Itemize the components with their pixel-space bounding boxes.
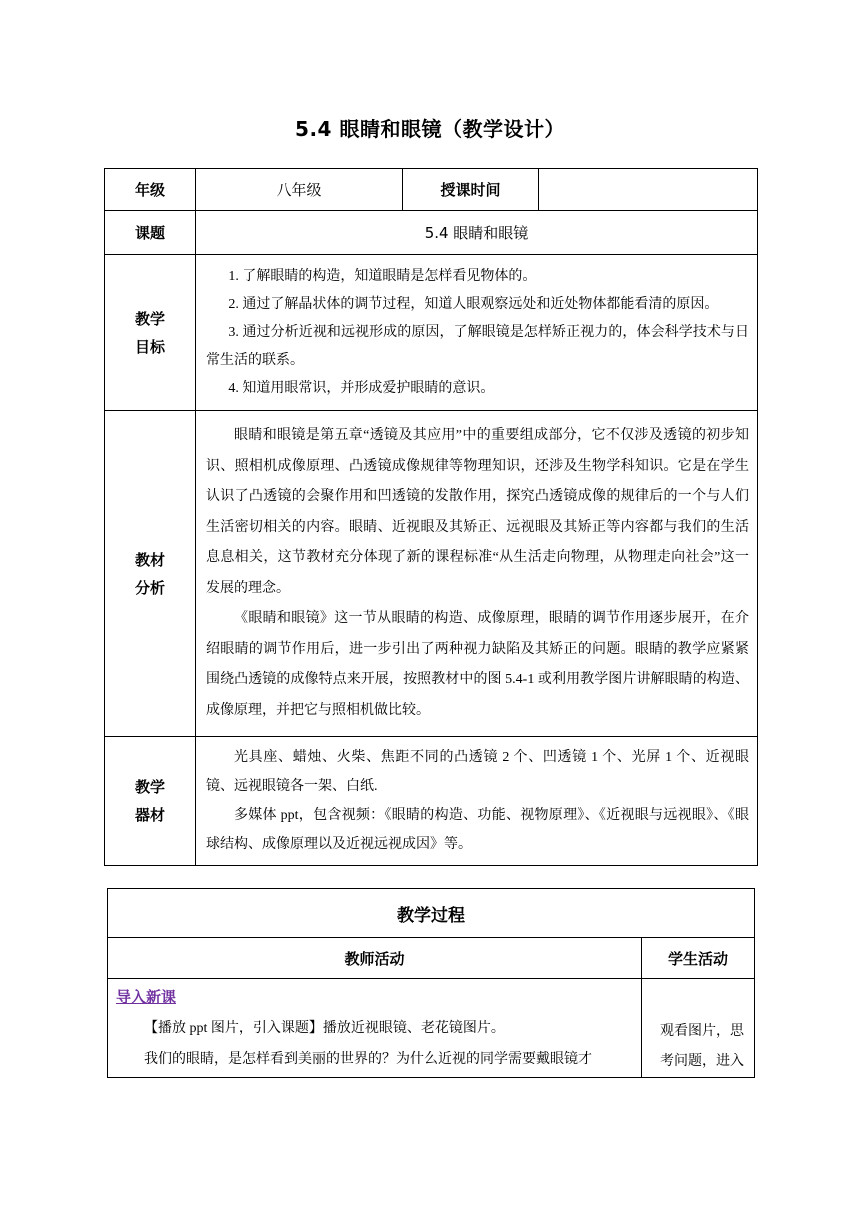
equipment-paragraph: 光具座、蜡烛、火柴、焦距不同的凸透镜 2 个、凹透镜 1 个、光屏 1 个、近视眼镜、远视眼镜各一架、白纸. xyxy=(206,750,749,794)
analysis-content xyxy=(196,411,758,737)
topic-label: 课题 xyxy=(105,211,196,255)
equipment-label-line-2: 器材 xyxy=(134,806,165,824)
goals-label-line-1: 教学 xyxy=(134,309,165,328)
equipment-paragraph: 多媒体 ppt，包含视频：《眼睛的构造、功能、视物原理》、《近视眼与远视眼》、《眼球结构、成像原理以及近视远视成因》等。 xyxy=(206,808,749,852)
process-title: 教学过程 xyxy=(108,889,755,938)
analysis-label xyxy=(105,411,196,737)
goal-item: 2. 通过了解晶状体的调节过程，知道人眼观察远处和近处物体都能看清的原因。 xyxy=(228,296,719,312)
grade-value: 八年级 xyxy=(196,169,403,211)
analysis-label-line-1: 教材 xyxy=(134,550,165,569)
goals-label-line-2: 目标 xyxy=(134,337,165,356)
analysis-paragraph: 眼睛和眼镜是第五章“透镜及其应用”中的重要组成部分，它不仅涉及透镜的初步知识、照相机成像原理、凸透镜成像规律等物理知识，还涉及生物学科知识。它是在学生认识了凸透镜的会聚作用和凹透镜的发散作用，探究凸透镜成像的规律后的一个与人们生活密切相关的内容。眼睛、近视眼及其矫正、远视眼及其矫正等内容都与我们的生活息息相关，这节教材充分体现了新的课程标准“从生活走向物理，从物理走向社会”这一发展的理念。 xyxy=(206,428,749,596)
topic-value: 5.4 眼睛和眼镜 xyxy=(196,211,758,255)
analysis-paragraph: 《眼睛和眼镜》这一节从眼睛的构造、成像原理，眼睛的调节作用逐步展开，在介绍眼睛的调节作用后，进一步引出了两种视力缺陷及其矫正的问题。眼睛的教学应紧紧围绕凸透镜的成像特点来开展，按照教材中的图 5.4-1 或利用教学图片讲解眼睛的构造、成像原理，并把它与照相机做比较。 xyxy=(206,611,749,718)
teacher-line: 我们的眼睛，是怎样看到美丽的世界的？为什么近视的同学需要戴眼镜才 xyxy=(144,1052,592,1067)
equipment-label-line-1: 教学 xyxy=(134,778,165,796)
grade-row xyxy=(105,169,758,211)
time-label: 授课时间 xyxy=(403,169,539,211)
page-title: 5.4 眼睛和眼镜（教学设计） xyxy=(295,117,565,141)
teacher-activity-cell xyxy=(108,979,642,1078)
goal-item: 1. 了解眼睛的构造，知道眼睛是怎样看见物体的。 xyxy=(228,268,537,284)
process-table xyxy=(107,888,755,1078)
topic-row xyxy=(105,211,758,255)
teacher-line: 【播放 ppt 图片，引入课题】播放近视眼镜、老花镜图片。 xyxy=(144,1021,505,1036)
analysis-label-line-2: 分析 xyxy=(134,578,165,597)
equipment-label xyxy=(105,737,196,866)
student-activity-header: 学生活动 xyxy=(642,938,755,979)
goals-row xyxy=(105,255,758,411)
process-row xyxy=(108,979,755,1078)
intro-section-link[interactable]: 导入新课 xyxy=(116,988,177,1006)
equipment-content xyxy=(196,737,758,866)
goal-item: 4. 知道用眼常识，并形成爱护眼睛的意识。 xyxy=(228,380,495,396)
process-title-row xyxy=(108,889,755,938)
student-activity-cell: 观看图片，思考问题，进入 xyxy=(642,979,755,1078)
goal-item: 3. 通过分析近视和远视形成的原因，了解眼镜是怎样矫正视力的，体会科学技术与日常生活的联系。 xyxy=(206,324,749,368)
grade-label: 年级 xyxy=(105,169,196,211)
equipment-row xyxy=(105,737,758,866)
analysis-row xyxy=(105,411,758,737)
process-header-row xyxy=(108,938,755,979)
goals-content xyxy=(196,255,758,411)
teacher-activity-header: 教师活动 xyxy=(108,938,642,979)
info-table xyxy=(104,168,758,866)
goals-label xyxy=(105,255,196,411)
time-value xyxy=(539,169,758,211)
